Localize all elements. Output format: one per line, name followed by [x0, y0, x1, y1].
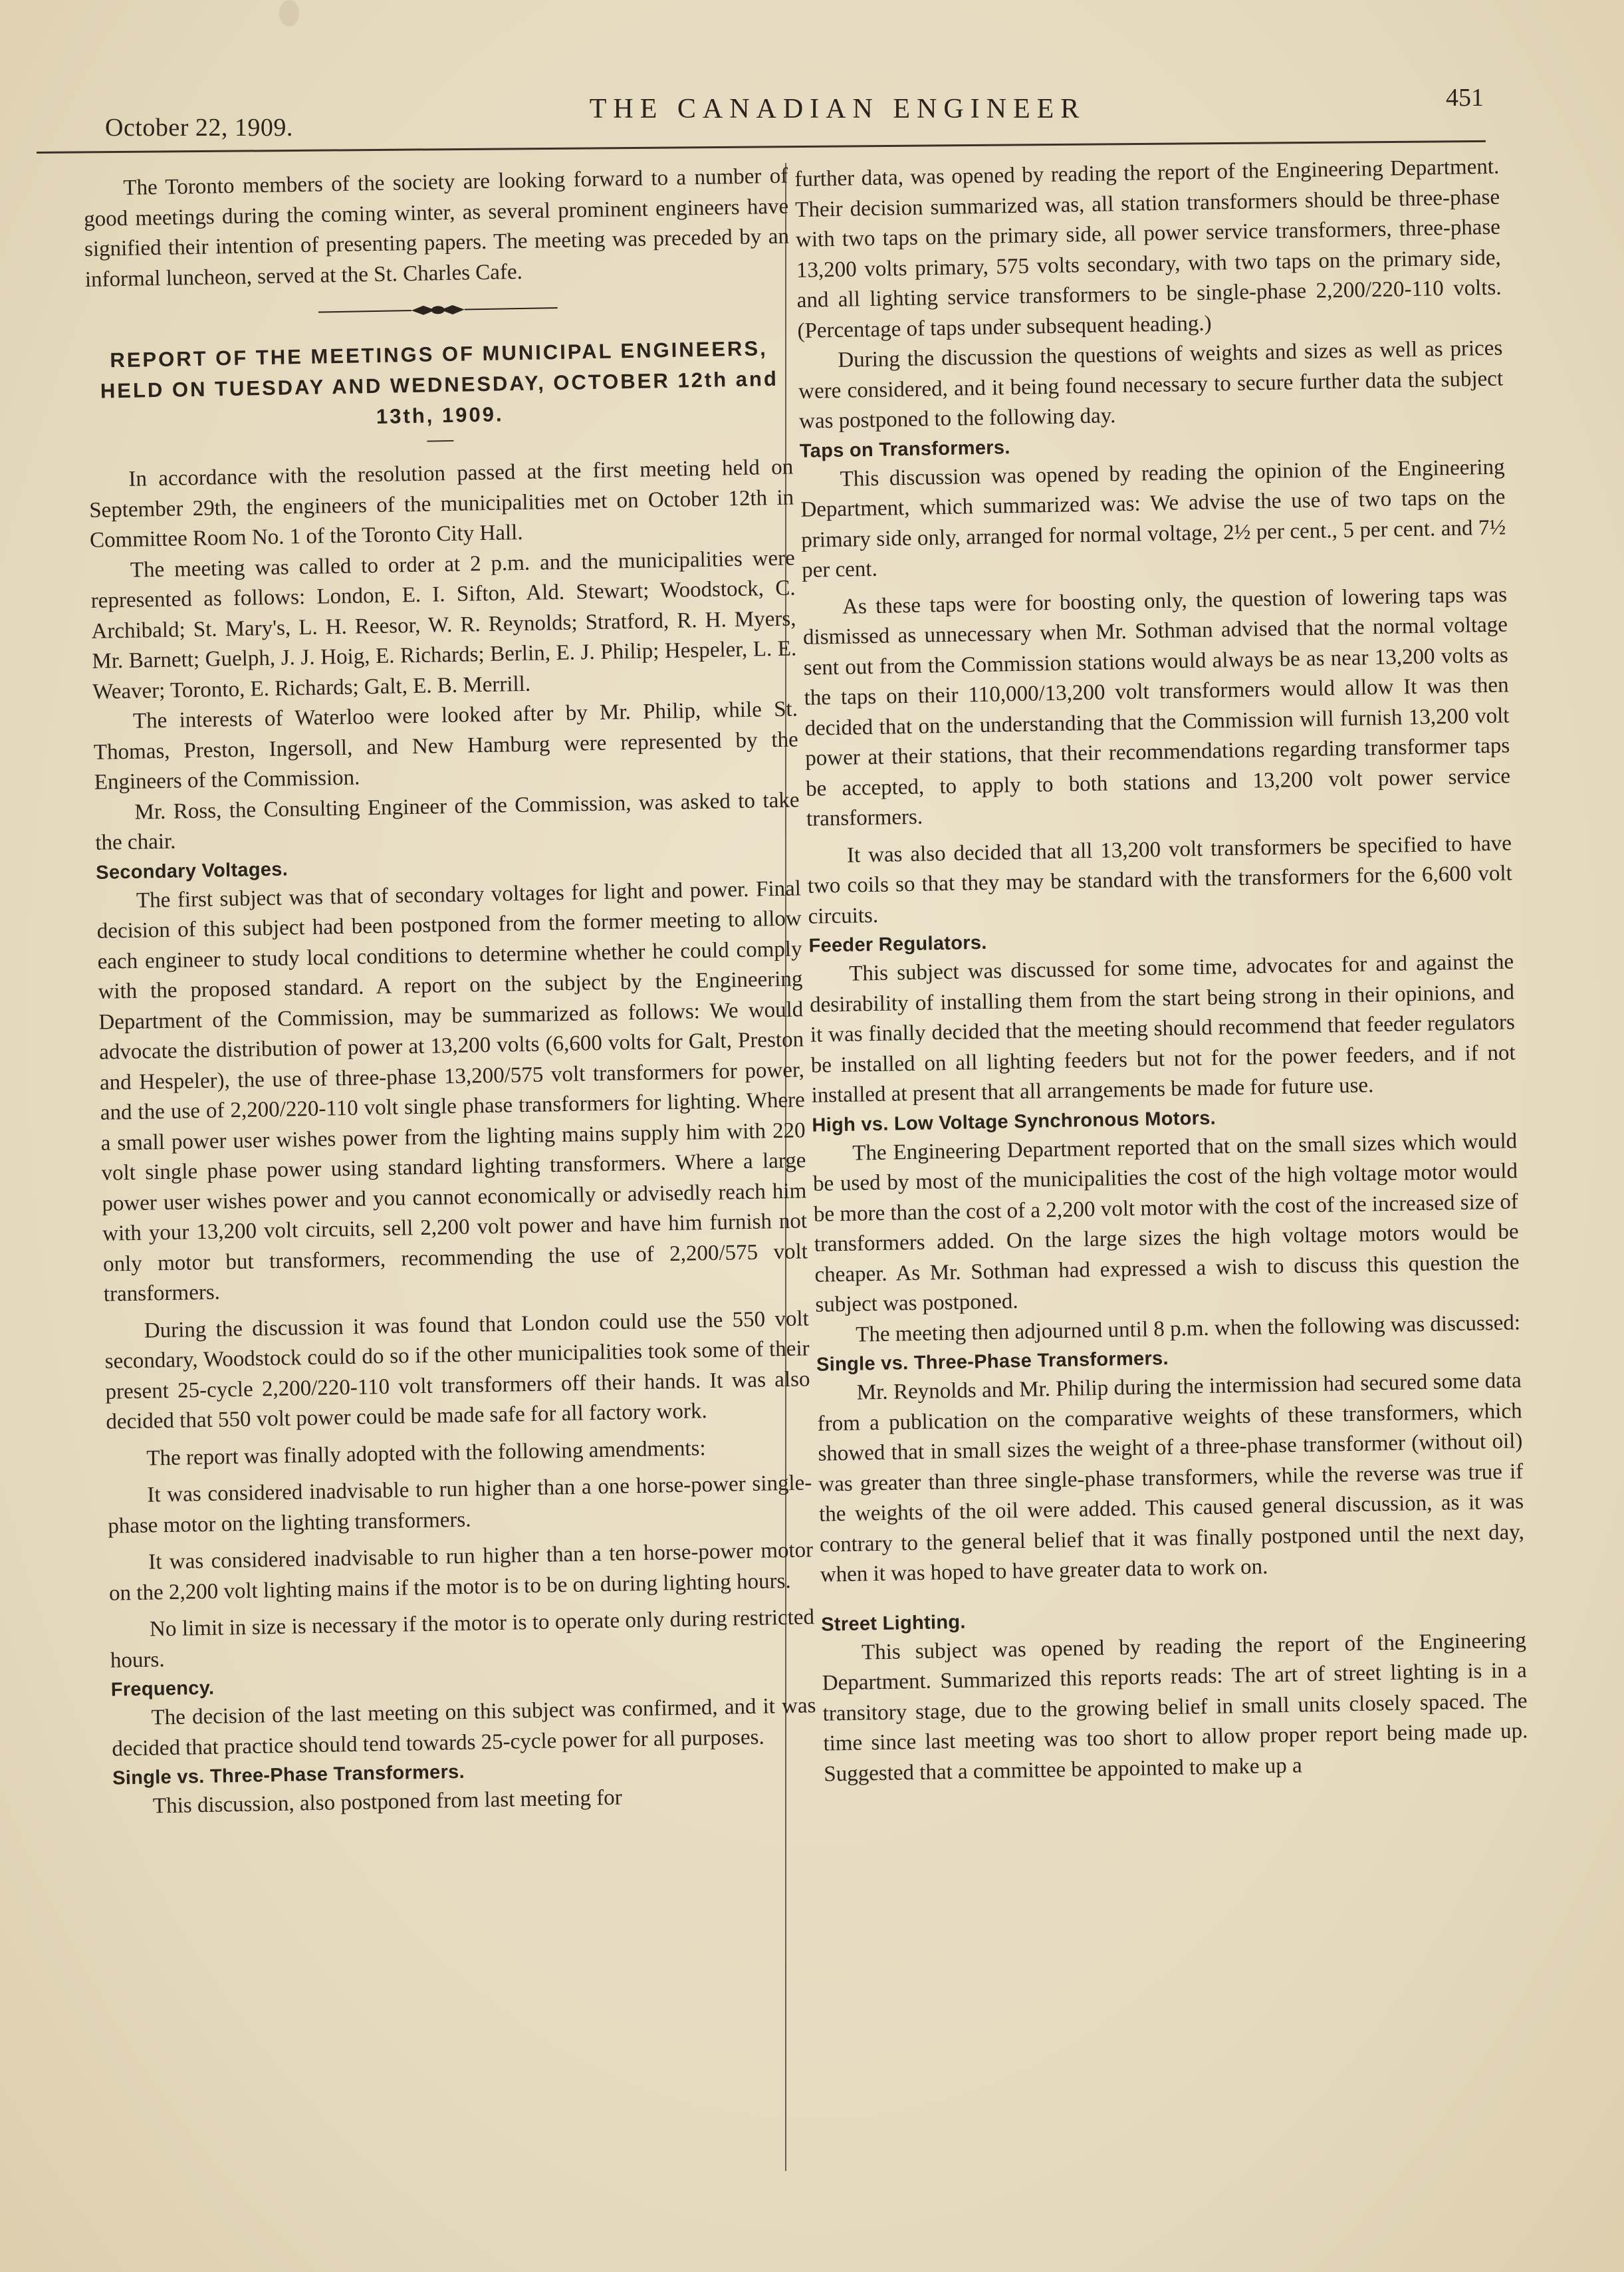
subheading-single-vs-three-phase: Single vs. Three-Phase Transformers. — [112, 1761, 465, 1789]
page-number: 451 — [1446, 84, 1484, 112]
ornament-rule-icon — [318, 301, 558, 319]
paragraph: In accordance with the resolution passed at the first meeting held on September 29th, the engineers of the municipalities met on October 12th in Committee Room No. 1 of the Toronto City Hall. — [88, 455, 794, 553]
paragraph: The Engineering Department reported that on the small sizes which would be used by most of the municipalities the cost of the high voltage motor would be more than the cost of a 2,200 volt motor with the cost of the increased size of transformers added. On the large sizes the high voltage motors would be cheaper. As Mr. Sothman had expressed a wish to discuss this question the subject was postponed. — [812, 1128, 1520, 1317]
left-column — [83, 162, 818, 1823]
paragraph: This discussion was opened by reading the opinion of the Engineering Department, which summarized was: We advise the use of two taps on the primary side only, arranged for normal voltage, 2½ per cent., 5 per cent. and 7½ per cent. — [800, 454, 1506, 582]
journal-title: THE CANADIAN ENGINEER — [589, 94, 1086, 124]
paragraph: Mr. Ross, the Consulting Engineer of the Commission, was asked to take the chair. — [95, 787, 800, 855]
right-column — [794, 152, 1529, 1790]
paragraph: During the discussion the questions of weights and sizes as well as prices were considered, and it being found necessary to secure further data the subject was postponed to the following day. — [798, 336, 1504, 434]
subheading-secondary-voltages: Secondary Voltages. — [95, 858, 289, 884]
subheading-single-vs-three-phase: Single vs. Three-Phase Transformers. — [816, 1347, 1169, 1376]
paragraph: The report was finally adopted with the following amendments: — [146, 1436, 706, 1471]
paragraph: During the discussion it was found that London could use the 550 volt secondary, Woodstock could do so if the other municipalities took some of their present 25-cycle 2,200/220-110 volt transformers off their hands. It was also decided that 550 volt power could be made safe for all factory work. — [104, 1306, 810, 1434]
paragraph: Mr. Reynolds and Mr. Philip during the intermission had secured some data from a publication on the comparative weights of these transformers, which showed that in small sizes the weight of a three-phase transformer (without oil) was greater than three single-phase transformers, while the reverse was true if the weights of the oil were added. This caused general discussion, as it was contrary to the general belief that it was finally postponed until the next day, when it was hoped to have greater data to work on. — [817, 1368, 1525, 1587]
paragraph: further data, was opened by reading the report of the Engineering Department. Their decision summarized was, all station transformers should be three-phase with two taps on the primary side, all power service transformers, three-phase 13,200 volts primary, 575 volts secondary, with two taps on the primary side, and all lighting service transformers to be single-phase 2,200/220-110 volts. (Percentage of taps under subsequent heading.) — [794, 154, 1502, 343]
paragraph: This discussion, also postponed from last meeting for — [152, 1785, 622, 1819]
subheading-feeder-regulators: Feeder Regulators. — [808, 932, 987, 957]
paper-stain — [279, 0, 299, 27]
subheading-synchronous-motors: High vs. Low Voltage Synchronous Motors. — [812, 1107, 1217, 1136]
paragraph: It was considered inadvisable to run higher than a one horse-power single-phase motor on the lighting transformers. — [107, 1471, 812, 1539]
paragraph: It was also decided that all 13,200 volt transformers be specified to have two coils so that they may be standard with the transformers for the 6,600 volt circuits. — [807, 830, 1513, 929]
section-ornament — [86, 297, 790, 323]
paragraph: The meeting was called to order at 2 p.m. and the municipalities were represented as follows: London, E. I. Sifton, Ald. Stewart; Woodstock, C. Archibald; St. Mary's, L. H. Reesor, W. R. Reynolds; Stratford, R. H. Myers, Mr. Barnett; Guelph, J. J. Hoig, E. Richards; Berlin, E. J. Philip; Hespeler, L. E. Weaver; Toronto, E. Richards; Galt, E. B. Merrill. — [90, 545, 797, 704]
paragraph: It was considered inadvisable to run higher than a ten horse-power motor on the 2,200 volt lighting mains if the motor is to be on during lighting hours. — [108, 1538, 814, 1606]
paragraph: The interests of Waterloo were looked after by Mr. Philip, while St. Thomas, Preston, Ingersoll, and New Hamburg were represented by the Engineers of the Commission. — [93, 697, 799, 795]
paragraph: This subject was discussed for some time, advocates for and against the desirability of installing them from the start being strong in their opinions, and it was finally decided that the meeting should recommend that feeder regulators be installed on all lighting feeders but not for the power feeders, and if not installed at present that all arrangements be made for future use. — [809, 949, 1516, 1108]
paragraph: The first subject was that of secondary voltages for light and power. Final decision of this subject had been postponed from the former meeting to allow each engineer to study local conditions to determine whether he could comply with the proposed standard. A report on the subject by the Engineering Department of the Commission, may be summarized as follows: We would advocate the distribution of power at 13,200 volts (6,600 volts for Galt, Preston and Hespeler), the use of three-phase 13,200/575 volt transformers for power, and the use of 2,200/220-110 volt single phase transformers for lighting. Where a small power user wishes power from the lighting mains supply him with 220 volt single phase power using standard lighting transformers. Where a large power user wishes power and you cannot economically or advisedly reach him with your 13,200 volt circuits, sell 2,200 volt power and have him furnish not only motor but transformers, recommending the use of 2,200/575 volt transformers. — [96, 876, 808, 1307]
header-date: October 22, 1909. — [105, 114, 293, 142]
paragraph: This subject was opened by reading the report of the Engineering Department. Summarized this reports reads: The art of street lighting is in a transitory stage, due to the growing belief in small units closely spaced. The time since last meeting was too short to allow proper report being made up. Suggested that a committee be appointed to make up a — [822, 1628, 1528, 1787]
paragraph: As these taps were for boosting only, the question of lowering taps was dismissed as unnecessary when Mr. Sothman advised that the normal voltage sent out from the Commission stations would always be as near 13,200 volts as the taps on their 110,000/13,200 volt transformers would allow It was then decided that on the understanding that the Commission will furnish 13,200 volt power at their stations, that their recommendations regarding transformer taps be accepted, to apply to both stations and 13,200 volt power service transformers. — [802, 582, 1511, 831]
title-short-rule — [427, 440, 453, 442]
paragraph: The meeting then adjourned until 8 p.m. when the following was discussed: — [855, 1310, 1521, 1347]
subheading-street-lighting: Street Lighting. — [820, 1611, 966, 1636]
subheading-frequency: Frequency. — [110, 1677, 215, 1701]
subheading-taps-on-transformers: Taps on Transformers. — [799, 436, 1010, 462]
paragraph: No limit in size is necessary if the motor is to operate only during restricted hours. — [110, 1605, 815, 1673]
page-header — [100, 76, 1489, 156]
report-title: REPORT OF THE MEETINGS OF MUNICIPAL ENGINEERS, HELD ON TUESDAY AND WEDNESDAY, OCTOBER 12th and 13th, 1909. — [100, 336, 779, 428]
intro-paragraph: The Toronto members of the society are looking forward to a number of good meetings during the coming winter, as several prominent engineers have signified their intention of presenting papers. The meeting was preceded by an informal luncheon, served at the St. Charles Cafe. — [83, 164, 790, 292]
paragraph: The decision of the last meeting on this subject was confirmed, and it was decided that practice should tend towards 25-cycle power for all purposes. — [112, 1694, 816, 1761]
